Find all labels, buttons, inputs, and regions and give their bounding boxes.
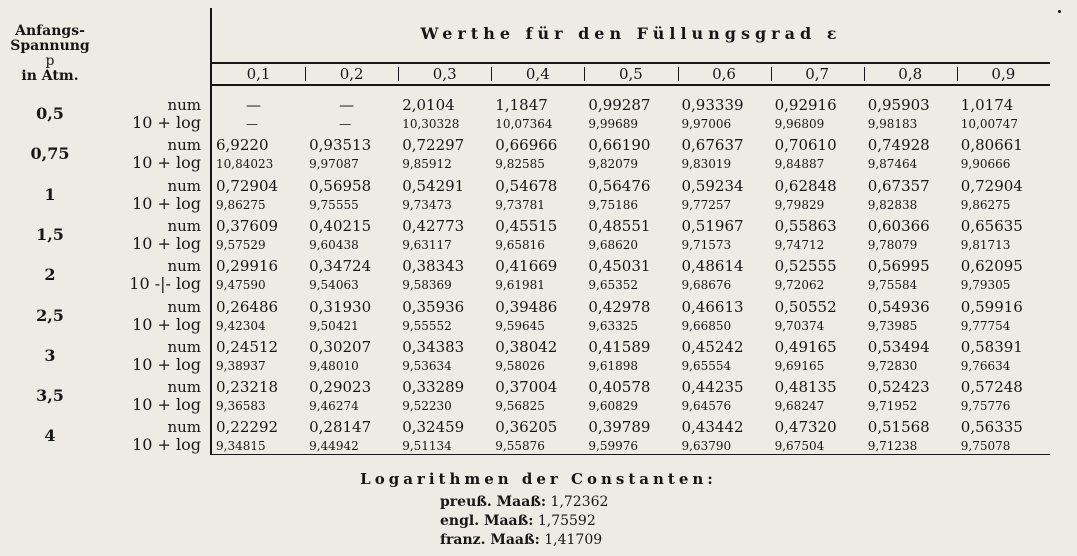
header-rule-bottom <box>212 84 1050 86</box>
num-cell: 0,22292 <box>216 418 279 437</box>
num-cell: 0,35936 <box>402 297 465 316</box>
log-cell: 9,68676 <box>681 278 732 293</box>
num-cell: 0,33289 <box>402 378 465 397</box>
num-cell: 0,60366 <box>867 216 930 235</box>
constant-value: 1,75592 <box>537 513 596 529</box>
num-cell: 0,40578 <box>588 378 651 397</box>
log-label: 10 -|- log <box>129 274 201 294</box>
log-cell: 9,72062 <box>774 278 825 293</box>
log-label: 10 + log <box>132 435 201 455</box>
num-cell: 0,42978 <box>588 297 651 316</box>
num-label: num <box>167 337 201 356</box>
pressure-value: 3,5 <box>36 386 64 406</box>
num-label: num <box>167 216 201 235</box>
num-cell: 0,54291 <box>402 176 465 195</box>
log-cell: 9,52230 <box>402 399 452 414</box>
log-cell: 9,51134 <box>402 439 452 454</box>
log-cell: 9,97087 <box>309 157 359 172</box>
table-title: Werthe für den Füllungsgrad ε <box>420 24 842 43</box>
log-cell: 10,00747 <box>960 117 1019 131</box>
num-cell: 0,38042 <box>495 337 558 356</box>
num-cell: 0,51967 <box>681 216 744 235</box>
column-separator <box>305 67 306 81</box>
header-line-1: Anfangs- <box>15 23 85 39</box>
log-cell: 9,67504 <box>774 439 825 454</box>
log-cell: 9,60438 <box>309 237 359 252</box>
log-label: 10 + log <box>132 113 201 132</box>
constant-unit: preuß. Maaß: <box>440 494 547 510</box>
log-cell: 9,72830 <box>867 358 918 373</box>
num-cell: 0,56335 <box>960 418 1023 437</box>
num-cell: — <box>339 96 355 114</box>
log-cell: 9,60829 <box>588 399 639 414</box>
num-label: num <box>167 378 201 397</box>
column-separator <box>678 67 679 81</box>
header-line-2: Spannung <box>10 38 90 54</box>
num-cell: 0,26486 <box>216 297 279 316</box>
num-cell: 0,39789 <box>588 418 651 437</box>
log-cell: 9,86275 <box>960 197 1011 212</box>
num-cell: 0,41669 <box>495 257 558 276</box>
log-cell: 9,75186 <box>588 197 639 212</box>
log-cell: 10,07364 <box>495 117 553 131</box>
log-label: 10 + log <box>132 193 201 213</box>
constant-value: 1,72362 <box>550 494 609 510</box>
log-cell: 9,75555 <box>309 197 359 212</box>
log-cell: 9,82838 <box>867 197 918 212</box>
column-header: 0,6 <box>712 65 736 83</box>
log-cell: 9,55552 <box>402 318 452 333</box>
num-cell: 0,67357 <box>867 176 930 195</box>
num-cell: 0,99287 <box>588 96 651 114</box>
column-header: 0,5 <box>619 65 643 83</box>
num-cell: 0,52423 <box>867 378 930 397</box>
pressure-value: 2 <box>44 265 56 285</box>
num-cell: 0,32459 <box>402 418 465 437</box>
log-cell: 9,63790 <box>681 439 732 454</box>
column-separator <box>771 67 772 81</box>
constants-title: Logarithmen der Constanten: <box>360 470 717 488</box>
column-separator <box>584 67 585 81</box>
num-cell: 0,45515 <box>495 216 558 235</box>
log-cell: 9,71238 <box>867 439 918 454</box>
log-cell: 9,64576 <box>681 399 732 414</box>
num-cell: 0,55863 <box>774 216 837 235</box>
constant-value: 1,41709 <box>544 532 603 548</box>
log-cell: 9,46274 <box>309 399 359 414</box>
column-header: 0,1 <box>246 65 271 83</box>
log-cell: 9,61981 <box>495 278 545 293</box>
constant-english <box>440 513 596 529</box>
num-cell: 0,41589 <box>588 337 651 356</box>
log-cell: 9,48010 <box>309 358 359 373</box>
num-cell: 0,48614 <box>681 257 744 276</box>
log-cell: 9,70374 <box>774 318 825 333</box>
header-line-4: in Atm. <box>21 68 79 84</box>
pressure-value: 2,5 <box>36 305 64 325</box>
num-cell: 0,59916 <box>960 297 1023 316</box>
log-cell: 9,58026 <box>495 358 545 373</box>
column-header: 0,7 <box>805 65 830 83</box>
num-cell: 0,45242 <box>681 337 744 356</box>
log-cell: 9,87464 <box>867 157 918 172</box>
column-separator <box>957 67 958 81</box>
log-cell: — <box>246 117 258 131</box>
num-cell: 0,93339 <box>681 96 744 114</box>
log-cell: 9,59645 <box>495 318 545 333</box>
num-cell: 0,47320 <box>774 418 837 437</box>
num-cell: 0,28147 <box>309 418 372 437</box>
column-header: 0,8 <box>898 65 923 83</box>
log-cell: 9,44942 <box>309 439 359 454</box>
num-cell: 0,95903 <box>867 96 930 114</box>
num-cell: 0,29916 <box>216 257 279 276</box>
num-cell: 2,0104 <box>402 96 455 114</box>
log-cell: 9,71952 <box>867 399 918 414</box>
num-cell: 0,93513 <box>309 136 372 155</box>
log-cell: 9,85912 <box>402 157 452 172</box>
num-cell: 0,38343 <box>402 257 465 276</box>
num-cell: 0,30207 <box>309 337 372 356</box>
num-label: num <box>167 136 201 155</box>
column-separator <box>491 67 492 81</box>
num-cell: 0,54936 <box>867 297 930 316</box>
log-cell: 9,77257 <box>681 197 732 212</box>
log-cell: 9,38937 <box>216 358 266 373</box>
log-label: 10 + log <box>132 395 201 415</box>
num-cell: 0,24512 <box>216 337 279 356</box>
num-cell: 0,40215 <box>309 216 372 235</box>
log-cell: 9,98183 <box>867 117 918 131</box>
num-cell: 0,44235 <box>681 378 744 397</box>
num-cell: 0,92916 <box>774 96 837 114</box>
num-cell: 0,66966 <box>495 136 558 155</box>
header-line-3: p <box>45 53 55 69</box>
num-cell: 0,52555 <box>774 257 837 276</box>
log-cell: 9,47590 <box>216 278 266 293</box>
log-cell: 9,65816 <box>495 237 545 252</box>
log-cell: 9,96809 <box>774 117 825 131</box>
log-cell: 9,73985 <box>867 318 918 333</box>
num-cell: 0,72297 <box>402 136 465 155</box>
log-cell: 9,63117 <box>402 237 452 252</box>
num-cell: 0,31930 <box>309 297 372 316</box>
num-cell: 0,54678 <box>495 176 558 195</box>
table-bottom-rule <box>212 454 1050 455</box>
log-cell: 9,34815 <box>216 439 266 454</box>
log-cell: 9,82079 <box>588 157 639 172</box>
log-cell: 9,56825 <box>495 399 545 414</box>
log-cell: 9,42304 <box>216 318 266 333</box>
pressure-value: 1 <box>44 184 56 204</box>
num-cell: 0,45031 <box>588 257 651 276</box>
num-cell: 0,66190 <box>588 136 651 155</box>
pressure-value: 0,75 <box>30 144 70 164</box>
num-cell: 0,72904 <box>216 176 279 195</box>
log-cell: 9,73473 <box>402 197 452 212</box>
num-cell: 0,62848 <box>774 176 837 195</box>
num-cell: 6,9220 <box>216 136 269 155</box>
constant-prussian <box>440 494 608 510</box>
log-cell: 10,84023 <box>216 157 274 172</box>
log-cell: 9,61898 <box>588 358 639 373</box>
num-cell: 0,43442 <box>681 418 744 437</box>
num-cell: 0,70610 <box>774 136 837 155</box>
num-cell: 0,34383 <box>402 337 465 356</box>
num-cell: 0,39486 <box>495 297 558 316</box>
num-cell: 0,36205 <box>495 418 558 437</box>
pressure-value: 3 <box>44 345 56 365</box>
log-label: 10 + log <box>132 354 201 374</box>
constant-french <box>440 532 602 548</box>
log-cell: 9,81713 <box>960 237 1011 252</box>
log-cell: 9,76634 <box>960 358 1011 373</box>
log-cell: 10,30328 <box>402 117 460 131</box>
num-cell: 0,51568 <box>867 418 930 437</box>
num-cell: 0,42773 <box>402 216 465 235</box>
column-separator <box>398 67 399 81</box>
num-cell: 0,74928 <box>867 136 930 155</box>
log-cell: — <box>339 117 352 131</box>
log-cell: 9,97006 <box>681 117 732 131</box>
log-cell: 9,59976 <box>588 439 639 454</box>
log-cell: 9,74712 <box>774 237 825 252</box>
num-cell: 0,59234 <box>681 176 744 195</box>
log-cell: 9,65554 <box>681 358 732 373</box>
num-cell: 0,23218 <box>216 378 279 397</box>
constant-unit: franz. Maaß: <box>440 532 540 548</box>
num-cell: 0,80661 <box>960 136 1023 155</box>
num-cell: 0,58391 <box>960 337 1023 356</box>
column-header: 0,4 <box>525 65 550 83</box>
column-header: 0,2 <box>339 65 364 83</box>
num-cell: 0,48135 <box>774 378 837 397</box>
log-cell: 9,78079 <box>867 237 918 252</box>
num-label: num <box>167 418 201 437</box>
num-cell: 0,37004 <box>495 378 558 397</box>
num-cell: 0,65635 <box>960 216 1023 235</box>
log-cell: 9,71573 <box>681 237 732 252</box>
num-label: num <box>167 297 201 316</box>
log-cell: 9,79829 <box>774 197 825 212</box>
log-cell: 9,69165 <box>774 358 825 373</box>
pressure-value: 0,5 <box>36 104 64 123</box>
log-cell: 9,65352 <box>588 278 639 293</box>
pressure-value: 4 <box>44 426 56 446</box>
num-label: num <box>167 176 201 195</box>
log-cell: 9,75584 <box>867 278 918 293</box>
log-cell: 9,54063 <box>309 278 359 293</box>
num-cell: 0,29023 <box>309 378 372 397</box>
num-label: num <box>167 96 201 114</box>
num-cell: 0,50552 <box>774 297 837 316</box>
num-cell: 0,67637 <box>681 136 744 155</box>
log-cell: 9,66850 <box>681 318 732 333</box>
log-cell: 9,90666 <box>960 157 1011 172</box>
log-cell: 9,73781 <box>495 197 545 212</box>
num-cell: 0,56958 <box>309 176 372 195</box>
log-cell: 9,75776 <box>960 399 1011 414</box>
num-cell: 0,56476 <box>588 176 651 195</box>
log-cell: 9,58369 <box>402 278 452 293</box>
num-cell: — <box>246 96 261 114</box>
num-cell: 1,1847 <box>495 96 548 114</box>
num-cell: 0,56995 <box>867 257 930 276</box>
log-cell: 9,77754 <box>960 318 1011 333</box>
column-header: 0,3 <box>432 65 457 83</box>
num-cell: 0,46613 <box>681 297 744 316</box>
log-cell: 9,82585 <box>495 157 545 172</box>
num-cell: 0,37609 <box>216 216 279 235</box>
num-label: num <box>167 257 201 276</box>
log-label: 10 + log <box>132 314 201 334</box>
log-cell: 9,86275 <box>216 197 266 212</box>
log-cell: 9,68620 <box>588 237 639 252</box>
log-label: 10 + log <box>132 233 201 253</box>
log-label: 10 + log <box>132 153 201 173</box>
num-cell: 0,48551 <box>588 216 651 235</box>
log-cell: 9,57529 <box>216 237 266 252</box>
column-header: 0,9 <box>991 65 1016 83</box>
num-cell: 0,34724 <box>309 257 372 276</box>
pressure-column-header <box>0 24 100 84</box>
log-cell: 9,55876 <box>495 439 545 454</box>
log-cell: 9,83019 <box>681 157 732 172</box>
log-cell: 9,63325 <box>588 318 639 333</box>
constant-unit: engl. Maaß: <box>440 513 534 529</box>
log-cell: 9,99689 <box>588 117 639 131</box>
num-cell: 1,0174 <box>960 96 1014 114</box>
pressure-value: 1,5 <box>36 224 64 244</box>
log-cell: 9,36583 <box>216 399 266 414</box>
num-cell: 0,72904 <box>960 176 1023 195</box>
log-cell: 9,84887 <box>774 157 825 172</box>
ink-dot <box>1058 10 1061 13</box>
log-cell: 9,75078 <box>960 439 1011 454</box>
log-cell: 9,79305 <box>960 278 1011 293</box>
num-cell: 0,53494 <box>867 337 930 356</box>
log-cell: 9,53634 <box>402 358 452 373</box>
num-cell: 0,62095 <box>960 257 1023 276</box>
log-cell: 9,50421 <box>309 318 359 333</box>
num-cell: 0,57248 <box>960 378 1023 397</box>
num-cell: 0,49165 <box>774 337 837 356</box>
log-cell: 9,68247 <box>774 399 825 414</box>
column-separator <box>864 67 865 81</box>
